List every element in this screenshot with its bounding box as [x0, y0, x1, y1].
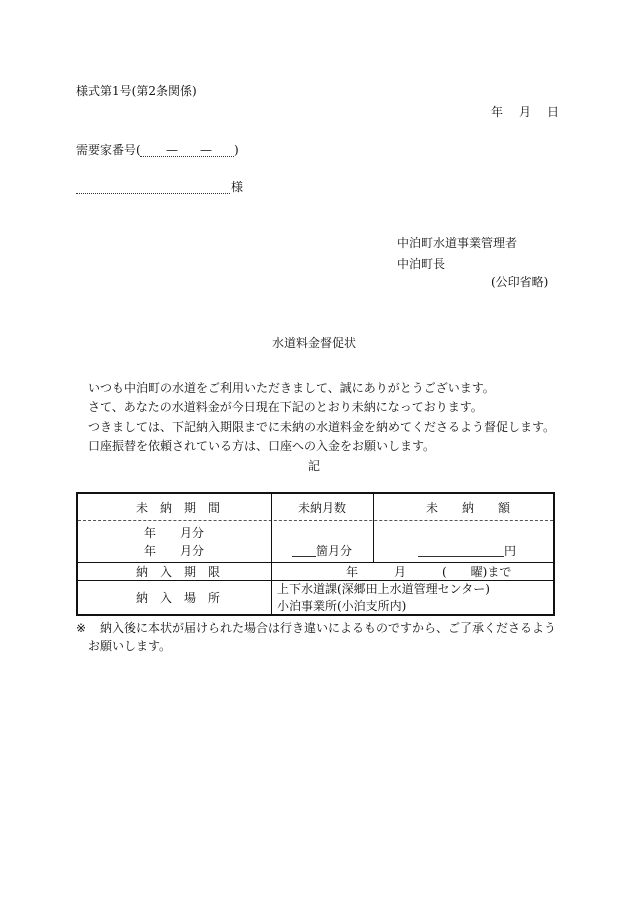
- amount-underline: [418, 556, 504, 557]
- customer-number-open-paren: (: [136, 143, 141, 157]
- body-line-3: つきましては、下記納入期限までに未納の水道料金を納めてくださるよう督促します。: [88, 420, 556, 434]
- body-line-4: 口座振替を依頼されている方は、口座への入金をお願いします。: [88, 439, 436, 453]
- header-unpaid-period: 未 納 期 間: [136, 501, 221, 515]
- payment-table: [76, 492, 555, 616]
- months-underline: [292, 556, 316, 557]
- table-row-divider-2: [78, 580, 553, 581]
- body-line-1: いつも中泊町の水道をご利用いただきまして、誠にありがとうございます。: [88, 381, 495, 395]
- period-row-2: 年 月分: [144, 544, 205, 558]
- table-col-divider-2: [373, 494, 374, 562]
- addressee-sama: 様: [231, 180, 244, 194]
- seal-note: (公印省略): [491, 275, 549, 289]
- table-row-divider-1: [78, 562, 553, 563]
- header-unpaid-amount: 未 納 額: [426, 501, 511, 515]
- place-line-1: 上下水道課(深郷田上水道管理センター): [277, 582, 490, 596]
- customer-number-dash-1: —: [166, 143, 178, 157]
- customer-number-dash-2: —: [200, 143, 212, 157]
- date-line: 年 月 日: [491, 105, 562, 119]
- customer-number-dotted-underline: [140, 156, 234, 157]
- ki-mark: 記: [308, 459, 321, 473]
- place-line-2: 小泊事業所(小泊支所内): [277, 599, 407, 613]
- issuer-line-2: 中泊町長: [397, 257, 446, 271]
- deadline-label: 納 入 期 限: [136, 565, 221, 579]
- header-unpaid-months: 未納月数: [298, 501, 347, 515]
- period-row-1: 年 月分: [144, 526, 205, 540]
- place-label: 納 入 場 所: [136, 591, 221, 605]
- addressee-name-dotted-line: [76, 193, 230, 194]
- note-line-2: お願いします。: [88, 639, 172, 653]
- months-value: 箇月分: [316, 544, 353, 558]
- table-header-divider: [78, 520, 553, 521]
- table-col-divider-1: [271, 494, 272, 616]
- issuer-line-1: 中泊町水道事業管理者: [397, 236, 518, 250]
- form-id: 様式第1号(第2条関係): [76, 84, 197, 98]
- customer-number-close-paren: ): [234, 143, 239, 157]
- body-line-2: さて、あなたの水道料金が今日現在下記のとおり未納になっております。: [88, 400, 483, 414]
- document-title: 水道料金督促状: [272, 336, 357, 350]
- note-line-1: 納入後に本状が届けられた場合は行き違いによるものですから、ご了承くださるよう: [100, 621, 557, 635]
- note-mark: ※: [76, 621, 87, 635]
- amount-value: 円: [504, 544, 517, 558]
- customer-number-label: 需要家番号: [76, 143, 137, 157]
- deadline-value: 年 月 ( 曜)まで: [346, 565, 512, 579]
